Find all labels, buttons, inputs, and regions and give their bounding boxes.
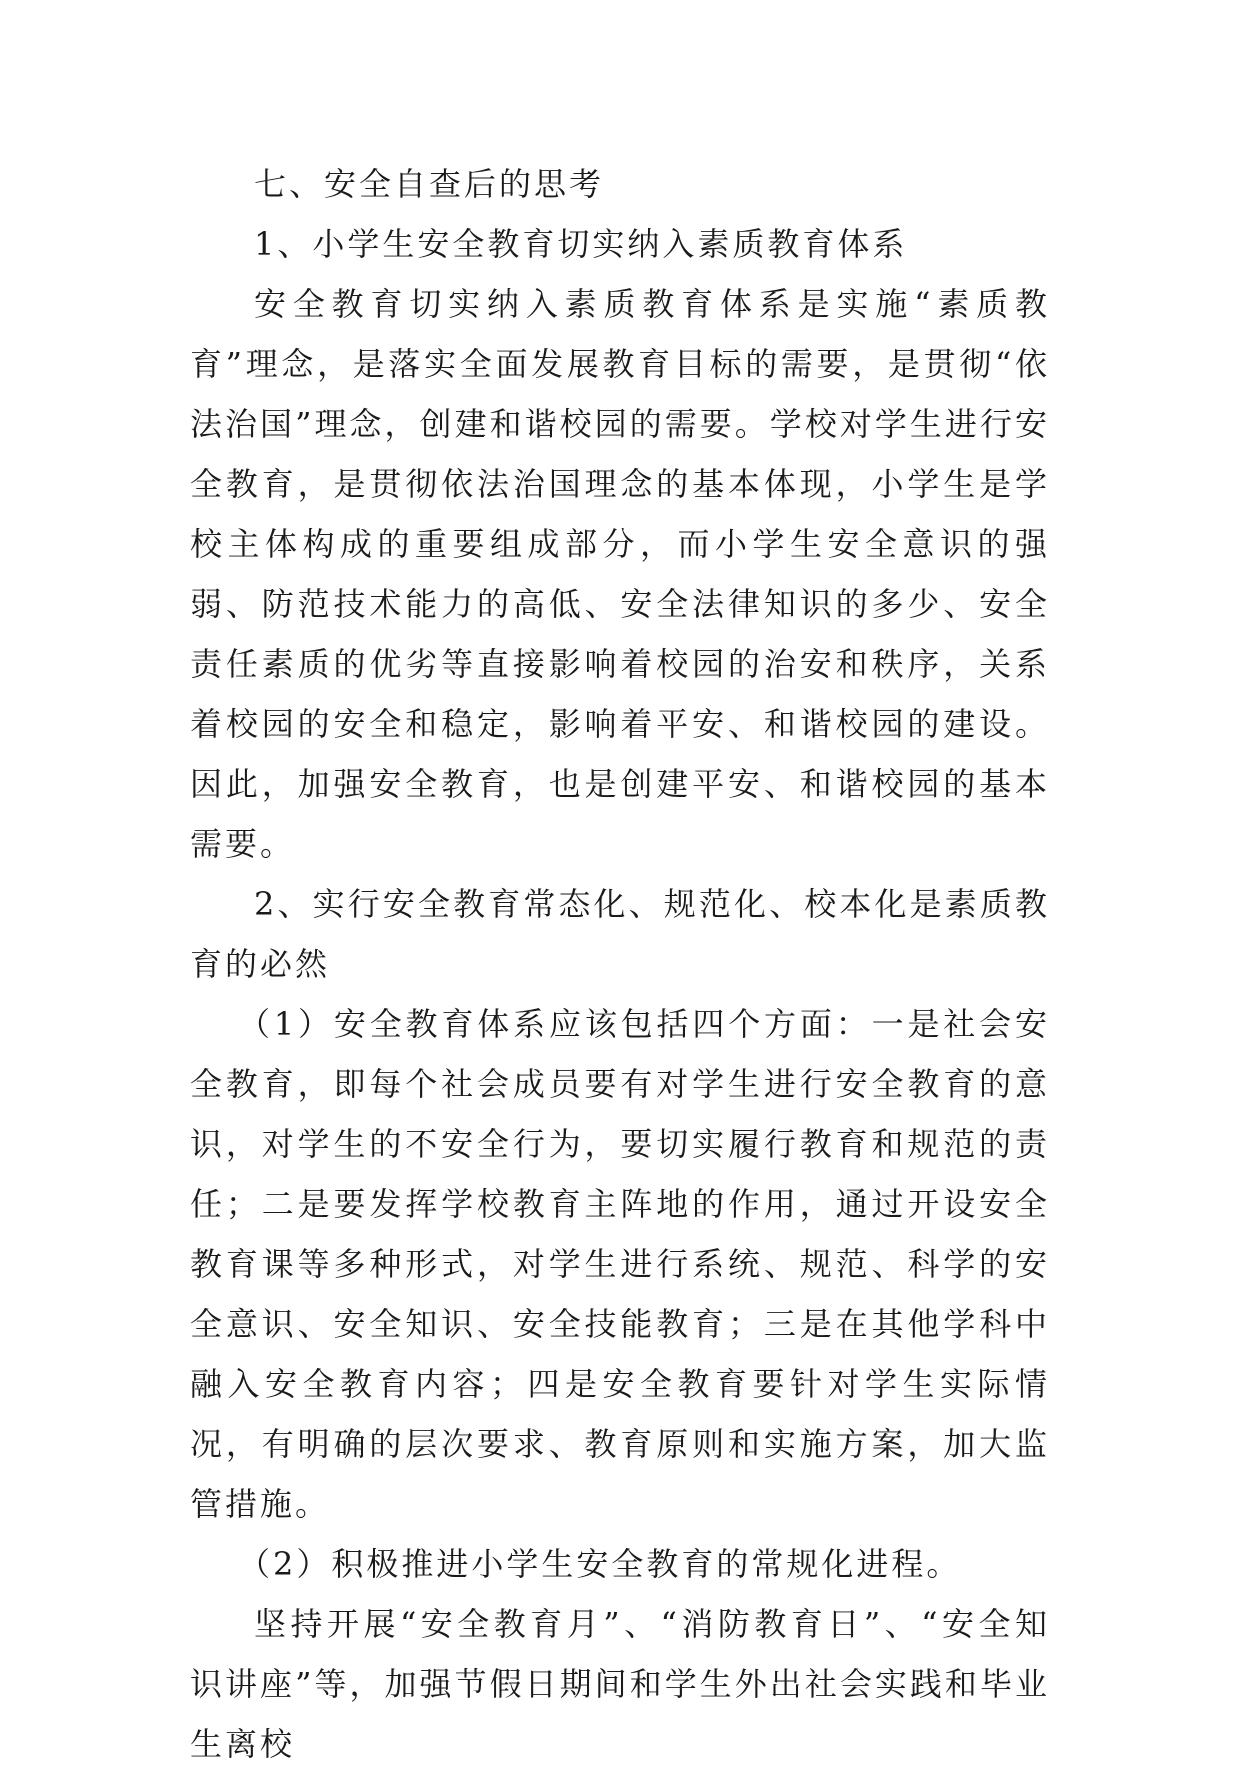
- body-paragraph-2: 坚持开展“安全教育月”、“消防教育日”、“安全知识讲座”等，加强节假日期间和学生外出社会实践和毕业生离校: [190, 1605, 1050, 1763]
- section-heading: 七、安全自查后的思考: [254, 165, 605, 203]
- body-paragraph-point-2: （2）积极推进小学生安全教育的常规化进程。: [238, 1545, 962, 1583]
- body-paragraph-point-1: （1）安全教育体系应该包括四个方面：一是社会安全教育，即每个社会成员要有对学生进行安全教育的意识，对学生的不安全行为，要切实履行教育和规范的责任；二是要发挥学校教育主阵地的作用，通过开设安全教育课等多种形式，对学生进行系统、规范、科学的安全意识、安全知识、安全技能教育；三是在其他学科中融入安全教育内容；四是安全教育要针对学生实际情况，有明确的层次要求、教育原则和实施方案，加大监管措施。: [190, 1005, 1050, 1523]
- body-paragraph-1: 安全教育切实纳入素质教育体系是实施“素质教育”理念，是落实全面发展教育目标的需要，是贯彻“依法治国”理念，创建和谐校园的需要。学校对学生进行安全教育，是贯彻依法治国理念的基本体现，小学生是学校主体构成的重要组成部分，而小学生安全意识的强弱、防范技术能力的高低、安全法律知识的多少、安全责任素质的优劣等直接影响着校园的治安和秩序，关系着校园的安全和稳定，影响着平安、和谐校园的建设。因此，加强安全教育，也是创建平安、和谐校园的基本需要。: [190, 285, 1050, 863]
- subsection-heading-1: 1、小学生安全教育切实纳入素质教育体系: [254, 225, 908, 263]
- subsection-heading-2: 2、实行安全教育常态化、规范化、校本化是素质教育的必然: [190, 885, 1050, 983]
- document-body: [190, 154, 1050, 1774]
